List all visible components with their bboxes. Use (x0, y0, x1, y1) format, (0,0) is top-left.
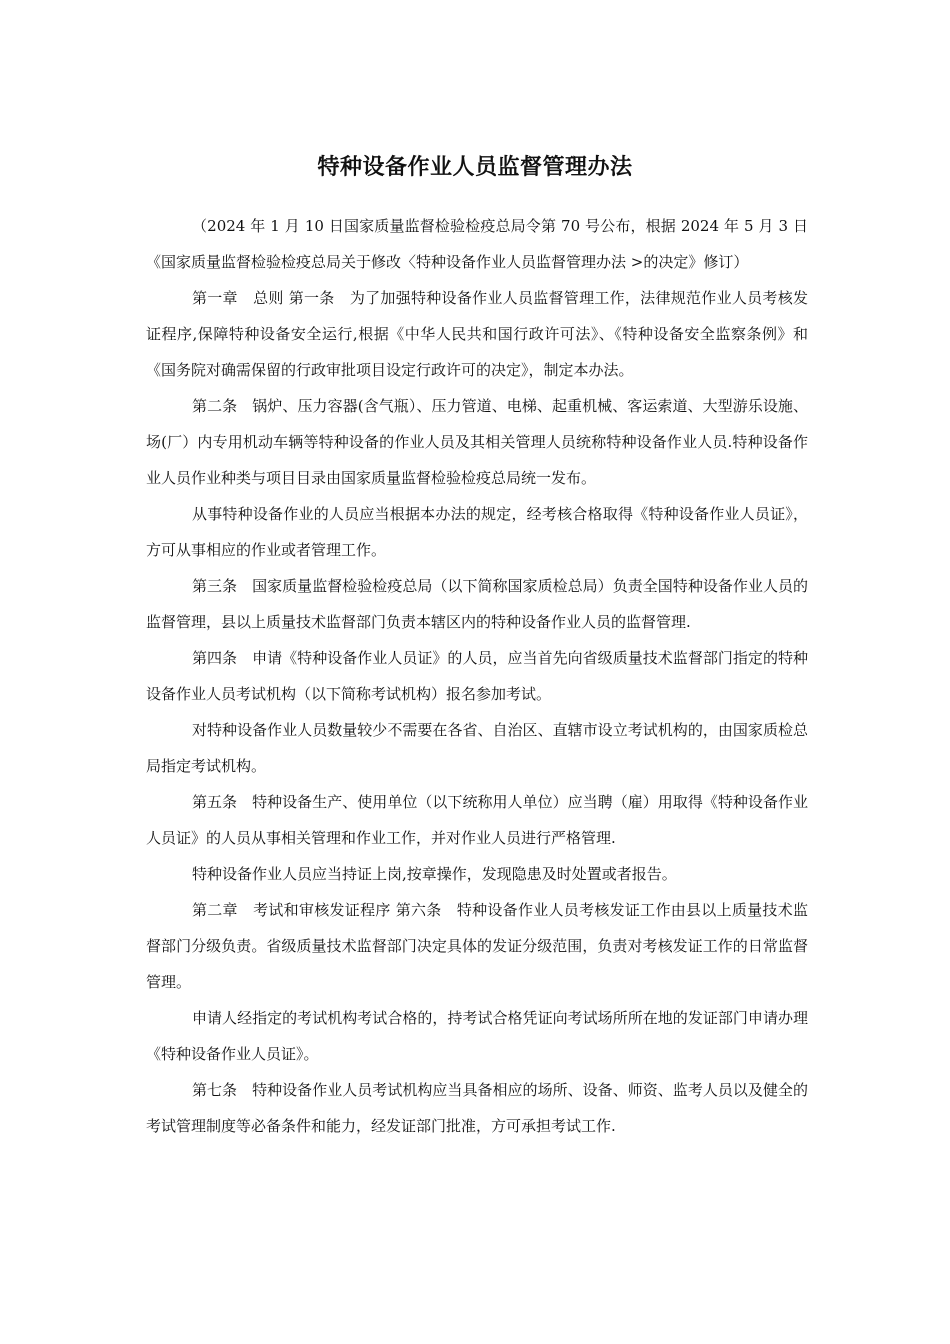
paragraph-article-2-note: 从事特种设备作业的人员应当根据本办法的规定，经考核合格取得《特种设备作业人员证》，方可从事相应的作业或者管理工作。 (146, 505, 808, 559)
paragraph-article-4: 第四条 申请《特种设备作业人员证》的人员，应当首先向省级质量技术监督部门指定的特种设备作业人员考试机构（以下简称考试机构）报名参加考试。 (146, 649, 808, 703)
paragraph-article-6: 第二章 考试和审核发证程序 第六条 特种设备作业人员考核发证工作由县以上质量技术监督部门分级负责。省级质量技术监督部门决定具体的发证分级范围，负责对考核发证工作的日常监督管理。 (146, 901, 808, 991)
paragraph-article-5: 第五条 特种设备生产、使用单位（以下统称用人单位）应当聘（雇）用取得《特种设备作业人员证》的人员从事相关管理和作业工作，并对作业人员进行严格管理. (146, 793, 808, 847)
document-title: 特种设备作业人员监督管理办法 (317, 155, 633, 180)
paragraph-article-3: 第三条 国家质量监督检验检疫总局（以下简称国家质检总局）负责全国特种设备作业人员的监督管理，县以上质量技术监督部门负责本辖区内的特种设备作业人员的监督管理. (146, 577, 808, 631)
document-body (146, 208, 808, 1144)
paragraph-article-1: 第一章 总则 第一条 为了加强特种设备作业人员监督管理工作，法律规范作业人员考核发证程序,保障特种设备安全运行,根据《中华人民共和国行政许可法》、《特种设备安全监察条例》和《国务院对确需保留的行政审批项目设定行政许可的决定》，制定本办法。 (146, 289, 808, 379)
paragraph-preamble: （2024 年 1 月 10 日国家质量监督检验检疫总局令第 70 号公布，根据 2024 年 5 月 3 日《国家质量监督检验检疫总局关于修改〈特种设备作业人员监督管理办法 >的决定》修订） (146, 217, 808, 271)
paragraph-article-7: 第七条 特种设备作业人员考试机构应当具备相应的场所、设备、师资、监考人员以及健全的考试管理制度等必备条件和能力，经发证部门批准，方可承担考试工作. (146, 1081, 808, 1135)
paragraph-article-2: 第二条 锅炉、压力容器(含气瓶）、压力管道、电梯、起重机械、客运索道、大型游乐设施、场(厂）内专用机动车辆等特种设备的作业人员及其相关管理人员统称特种设备作业人员.特种设备作业人员作业种类与项目目录由国家质量监督检验检疫总局统一发布。 (146, 397, 808, 487)
paragraph-article-5-note: 特种设备作业人员应当持证上岗,按章操作，发现隐患及时处置或者报告。 (192, 865, 677, 883)
paragraph-article-6-note: 申请人经指定的考试机构考试合格的，持考试合格凭证向考试场所所在地的发证部门申请办理《特种设备作业人员证》。 (146, 1009, 808, 1063)
paragraph-article-4-note: 对特种设备作业人员数量较少不需要在各省、自治区、直辖市设立考试机构的，由国家质检总局指定考试机构。 (146, 721, 808, 775)
